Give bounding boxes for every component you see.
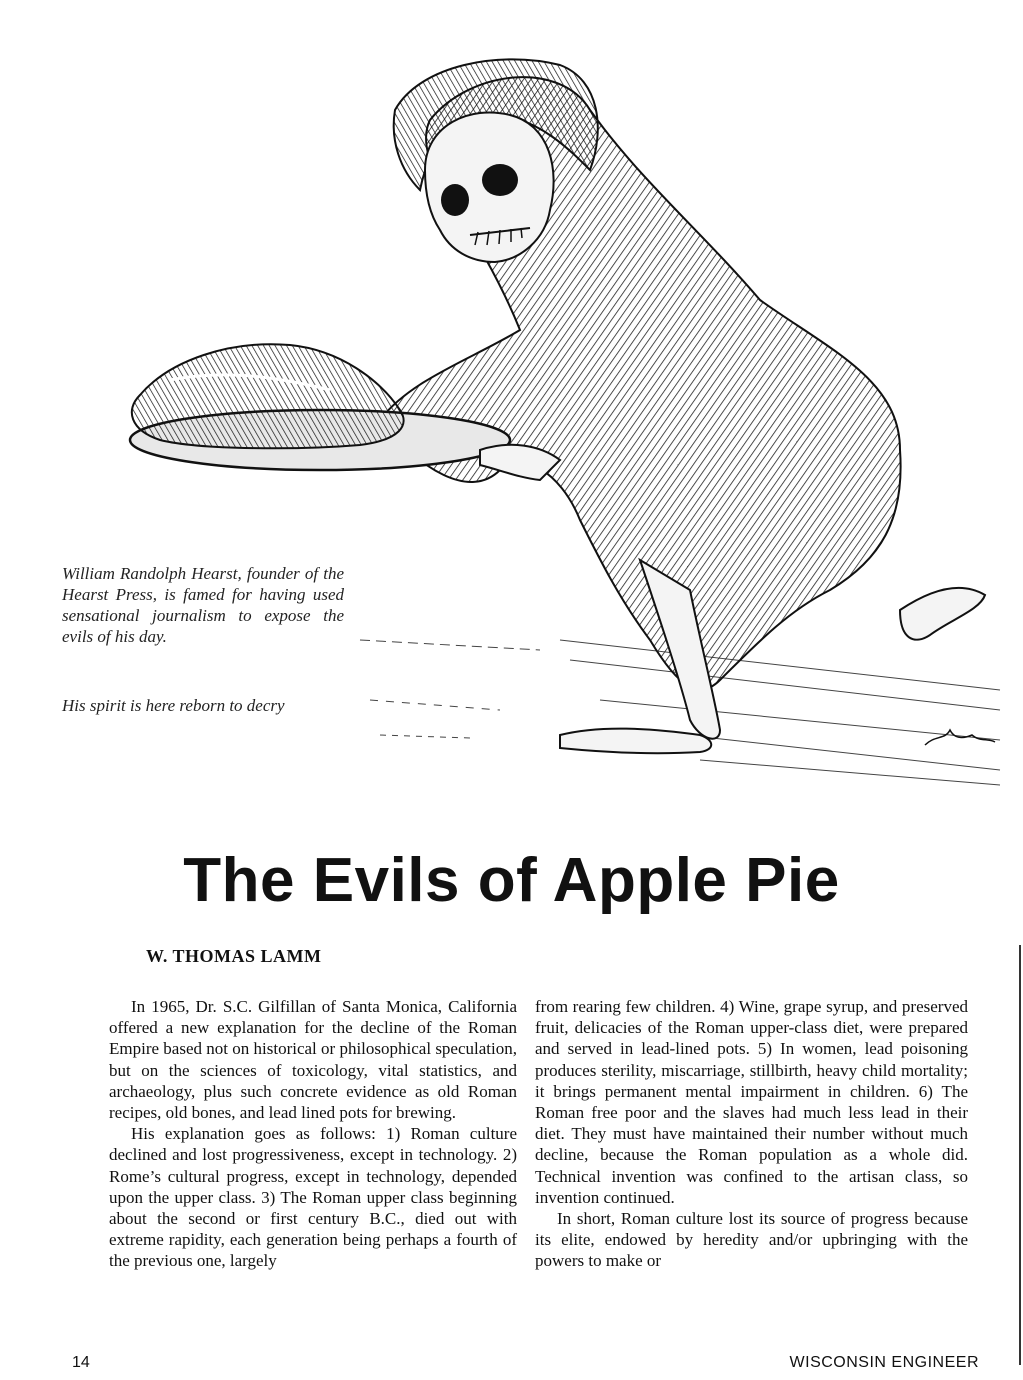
illustration-caption-2: His spirit is here reborn to decry	[62, 696, 285, 715]
illustration-caption-1: William Randolph Hearst, founder of the Hearst Press, is famed for having used sensational journalism to expose the evils of his day.	[62, 564, 344, 646]
article-paragraph: In short, Roman culture lost its source of progress because its elite, endowed by heredity and/or upbringing with the powers to make or	[535, 1209, 968, 1271]
page-number: 14	[72, 1354, 90, 1371]
apple-pie	[132, 344, 404, 448]
article-column-right	[535, 996, 968, 1272]
article-paragraph: His explanation goes as follows: 1) Roman culture declined and lost progressiveness, except in technology. 2) Rome’s cultural progress, except in technology, depended upon the upper class. 3) The Roman upper class beginning about the second or first century B.C., died out with extreme rapidity, each generation being perhaps a fourth of the previous one, largely	[109, 1124, 517, 1271]
article-column-left	[109, 996, 517, 1272]
article-title: The Evils of Apple Pie	[183, 846, 840, 915]
article-author: W. THOMAS LAMM	[146, 946, 322, 966]
article-paragraph: In 1965, Dr. S.C. Gilfillan of Santa Monica, California offered a new explanation for the decline of the Roman Empire based not on historical or philosophical speculation, but on the sciences of toxicology, vital statistics, and archaeology, plus such concrete evidence as old Roman recipes, old bones, and lead lined pots for brewing.	[109, 997, 517, 1123]
bony-foot	[560, 729, 711, 754]
raised-foot	[900, 588, 985, 640]
page-edge-rule	[1019, 945, 1021, 1365]
publication-name: WISCONSIN ENGINEER	[789, 1354, 979, 1371]
artist-signature	[925, 730, 995, 745]
article-paragraph: from rearing few children. 4) Wine, grape syrup, and preserved fruit, delicacies of the Roman upper-class diet, were prepared and served in lead-lined pots. 5) In women, lead poisoning produces sterility, miscarriage, stillbirth, heavy child mortality; it brings permanent mental impairment in children. 6) The Roman free poor and the slaves had much less lead in their diet. They must have maintained their number without much decline, because the Roman population as a whole did. Technical invention was confined to the artisan class, so invention continued.	[535, 997, 968, 1207]
